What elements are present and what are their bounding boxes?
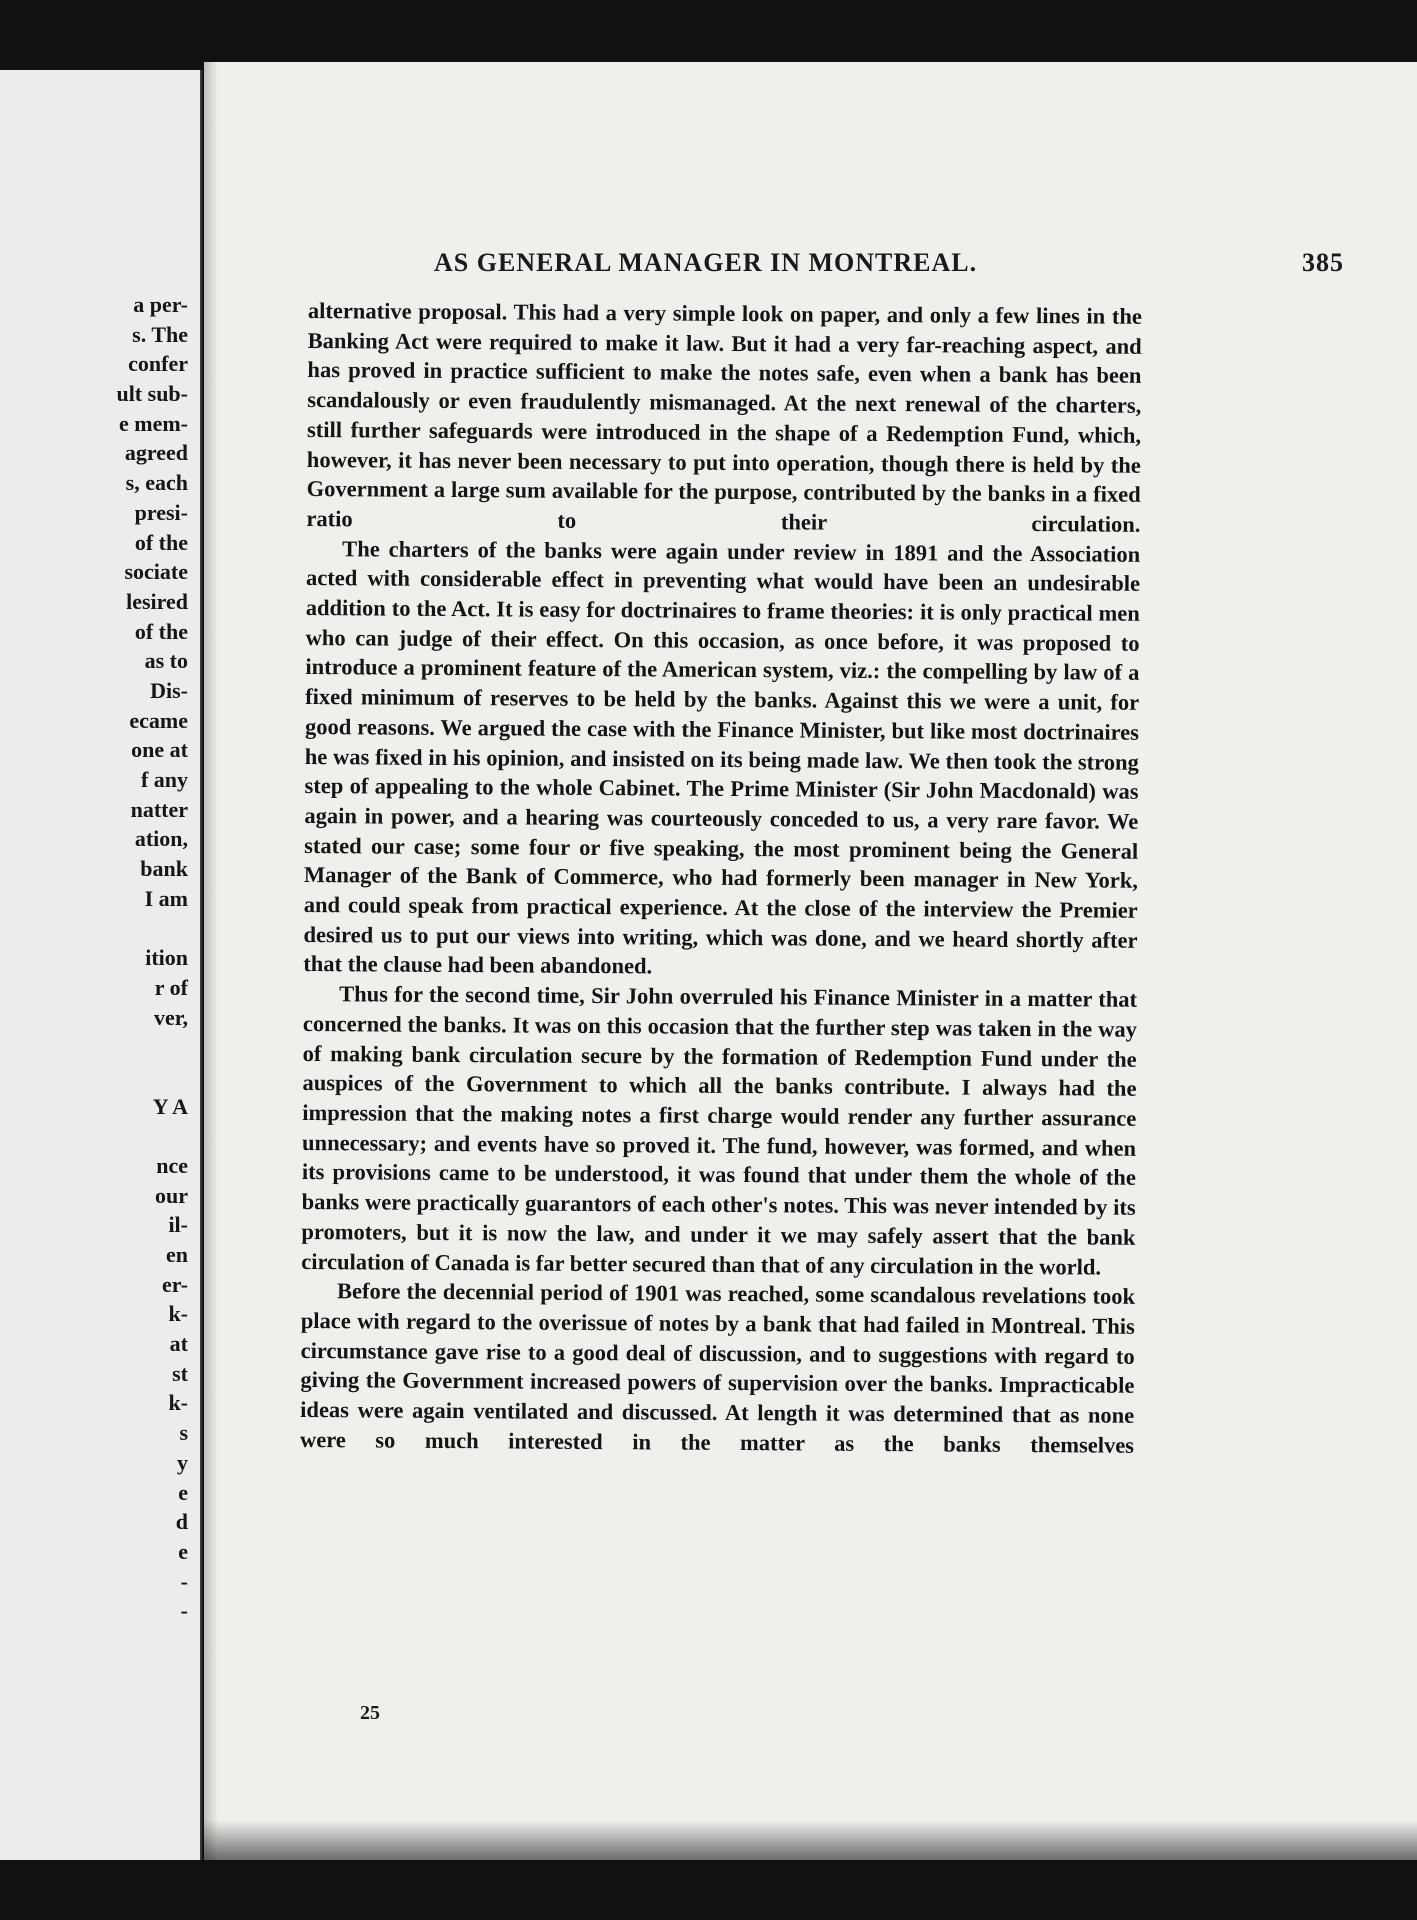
- left-page-fragment: lesired: [126, 588, 188, 614]
- paragraph: alternative proposal. This had a very simple look on paper, and only a few lines in the Banking Act were required to make it law. But it had a very far-reaching aspect, and has proved in practice sufficient to make the notes safe, even when a bank has been scandalously or even fraudulently mismanaged. At the next renewal of the charters, still further safeguards were introduced in the shape of a Redemption Fund, which, however, it has never been necessary to put into operation, though there is held by the Government a large sum available for the purpose, contributed by the banks in a fixed ratio to their circulation.: [306, 297, 1142, 537]
- left-page-fragment: k-: [168, 1301, 188, 1327]
- left-page-fragment: e: [178, 1538, 188, 1564]
- bottom-shadow: [204, 1820, 1417, 1860]
- left-page-fragment: one at: [131, 737, 188, 763]
- left-page-edge: [0, 70, 202, 1860]
- left-page-fragment: il-: [168, 1212, 188, 1238]
- left-page-fragment: [0, 913, 200, 943]
- left-page-fragment: Dis-: [150, 677, 188, 703]
- left-page-fragment: presi-: [134, 499, 188, 525]
- left-page-fragment: sociate: [124, 559, 188, 585]
- left-page-fragment: as to: [144, 648, 188, 674]
- left-page-fragment: Y A: [152, 1093, 188, 1119]
- left-page-fragment: natter: [130, 796, 188, 822]
- left-page-text-fragments: [0, 290, 200, 1626]
- paragraph: Before the decennial period of 1901 was reached, some scandalous revelations took place with regard to the overissue of notes by a bank that had failed in Montreal. This circumstance gave rise to a good deal of discussion, and to suggestions with regard to giving the Government increased powers of supervision over the banks. Impracticable ideas were again ventilated and discussed. At length it was determined that as none were so much interested in the matter as the banks themselves: [299, 1278, 1136, 1458]
- left-page-fragment: bank: [140, 856, 188, 882]
- gutter-shadow: [204, 62, 218, 1860]
- left-page-fragment: s, each: [125, 470, 188, 496]
- page-number: 385: [1302, 248, 1344, 277]
- signature-mark: 25: [360, 1702, 380, 1724]
- left-page-fragment: -: [180, 1598, 188, 1624]
- left-page-fragment: confer: [128, 351, 188, 377]
- left-page-fragment: k-: [168, 1390, 188, 1416]
- left-page-fragment: s. The: [132, 321, 188, 347]
- left-page-fragment: e: [178, 1479, 188, 1505]
- left-page-fragment: [0, 1121, 200, 1151]
- left-page-fragment: ver,: [153, 1004, 188, 1030]
- paragraph: The charters of the banks were again under review in 1891 and the Association acted with considerable effect in preventing what would have been an undesirable addition to the Act. It is easy for doctrinaires to frame theories: it is only practical men who can judge of their effect. On this occasion, as once before, it was proposed to introduce a prominent feature of the American system, viz.: the compelling by law of a fixed minimum of reserves to be held by the banks. Against this we were a unit, for good reasons. We argued the case with the Finance Minister, but like most doctrinaires he was fixed in his opinion, and insisted on its being made law. We then took the strong step of appealing to the whole Cabinet. The Prime Minister (Sir John Macdonald) was again in power, and a hearing was courteously conceded to us, a very rare favor. We stated our case; some four or five speaking, the most prominent being the General Manager of the Bank of Commerce, who had formerly been manager in New York, and could speak from practical experience. At the close of the interview the Premier desired us to put our views into writing, which was done, and we heard shortly after that the clause had been abandoned.: [303, 535, 1141, 979]
- left-page-fragment: st: [172, 1360, 188, 1386]
- left-page-fragment: er-: [161, 1271, 188, 1297]
- left-page-fragment: of the: [134, 529, 188, 555]
- left-page-fragment: agreed: [124, 440, 188, 466]
- left-page-fragment: our: [155, 1182, 188, 1208]
- left-page-fragment: en: [166, 1242, 188, 1267]
- left-page-fragment: at: [169, 1331, 188, 1357]
- left-page-fragment: d: [175, 1509, 188, 1535]
- left-page-fragment: e mem-: [118, 410, 188, 436]
- left-page-fragment: ition: [145, 945, 188, 971]
- left-page-fragment: y: [177, 1449, 188, 1475]
- running-head-title: AS GENERAL MANAGER IN MONTREAL.: [434, 248, 978, 277]
- left-page-fragment: ation,: [134, 826, 188, 852]
- left-page-fragment: I am: [144, 885, 188, 911]
- left-page-fragment: ecame: [129, 707, 188, 733]
- left-page-fragment: nce: [156, 1152, 188, 1178]
- left-page-fragment: s: [179, 1420, 188, 1446]
- left-page-fragment: [0, 1032, 200, 1062]
- left-page-fragment: [0, 1062, 200, 1092]
- body-text: [300, 296, 1142, 1460]
- left-page-fragment: f any: [140, 767, 188, 792]
- paragraph: Thus for the second time, Sir John overruled his Finance Minister in a matter that concerned the banks. It was on this occasion that the further step was taken in the way of making bank circulation secure by the formation of Redemption Fund under the auspices of the Government to which all the banks contribute. I always had the impression that the making notes a first charge would render any further assurance unnecessary; and events have so proved it. The fund, however, was formed, and when its provisions came to be understood, it was found that under them the whole of the banks were practically guarantors of each other's notes. This was never intended by its promoters, but it is now the law, and under it we may safely assert that the bank circulation of Canada is far better secured than that of any circulation in the world.: [301, 981, 1138, 1280]
- left-page-fragment: -: [180, 1568, 188, 1594]
- right-page: [204, 62, 1417, 1860]
- left-page-fragment: r of: [154, 974, 188, 1000]
- left-page-fragment: ult sub-: [116, 381, 188, 407]
- left-page-fragment: of the: [134, 618, 188, 644]
- left-page-fragment: a per-: [133, 292, 188, 317]
